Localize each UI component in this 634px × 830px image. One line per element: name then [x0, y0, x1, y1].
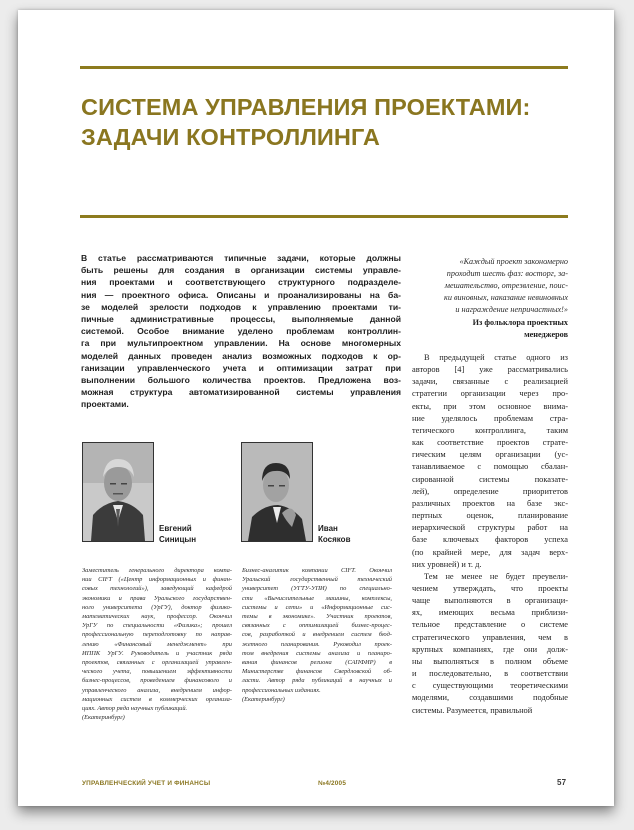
author-first-name: Евгений	[159, 524, 192, 533]
epigraph-source	[412, 317, 568, 342]
body-line: тегического контроллинга, таким	[412, 425, 568, 435]
body-line: пертных оценок, планирование	[412, 511, 568, 521]
bio-line: профессиональных изданиях.	[242, 686, 321, 694]
bio-line: (Екатеринбург)	[242, 695, 285, 703]
top-rule	[80, 66, 568, 69]
body-line: ны выполняться в полном объеме	[412, 656, 568, 666]
abstract-line: выполнении большого количества проектов. Предложена воз-	[81, 375, 401, 386]
title-line: ЗАДАЧИ КОНТРОЛЛИНГА	[81, 124, 380, 150]
bio-line: нии CIFT («Центр информационных и финан-	[82, 576, 232, 584]
abstract	[81, 252, 401, 411]
body-line: тельное представление о системе	[412, 620, 568, 630]
body-line: гическим целям организации (ус-	[412, 450, 568, 460]
bio-line: ного университета (УрГУ), доктор физико-	[82, 603, 232, 611]
body-line: крупных компаниях, где они долж-	[412, 644, 568, 654]
bio-line: Заместитель генерального директора компа-	[82, 567, 232, 574]
bio-line: лению «Финансовый менеджмент» при	[82, 640, 232, 648]
bio-line: сти «Вычислительные машины, комплексы,	[242, 594, 392, 602]
footer-issue: №4/2005	[318, 780, 347, 787]
epigraph-line: мешательство, отрезвление, поис-	[444, 281, 568, 291]
body-line: как соответствие проектов страте-	[412, 438, 568, 448]
author-last-name: Косяков	[318, 534, 351, 544]
epigraph-line: и награждение непричастных!»	[455, 305, 568, 315]
bio-line: системы и сети» и «Информационные сис-	[242, 603, 392, 611]
abstract-line: В статье рассматриваются типичные задачи, которые должны	[81, 253, 401, 263]
abstract-line: зе моделей зрелости подходов к управлению проектами ти-	[81, 301, 401, 312]
epigraph-line: «Каждый проект закономерно	[459, 257, 568, 266]
article-title	[81, 92, 571, 152]
author-photo-sinitsyn	[82, 442, 154, 542]
body-line: с существующими теоретическими	[412, 681, 568, 691]
bio-line: том внедрения системы анализа и планиро-	[242, 649, 392, 657]
magazine-page	[18, 10, 614, 806]
bio-line: профессиональную переподготовку по направ-	[82, 631, 232, 639]
bio-line: Бизнес-аналитик компании CIFT. Окончил	[242, 567, 392, 574]
body-line: и последовательно, в соответствии	[412, 669, 568, 679]
bio-line: связанных с оптимизацией бизнес-процес-	[242, 622, 392, 630]
bio-line: (Екатеринбург)	[82, 714, 125, 722]
abstract-line: быть решены для создания в организации системы управле-	[81, 265, 401, 276]
abstract-line: моделей данных проведен анализ возможных подходов к ор-	[81, 350, 401, 361]
body-line: ях, имеющих весьма приблизи-	[412, 608, 568, 618]
bio-line: сов, разработкой и внедрением систем бюд-	[242, 631, 392, 639]
body-line: задачи, связанные с реализацией	[412, 377, 568, 387]
body-line: ние уделялось проблемам стра-	[412, 413, 568, 423]
bio-line: ИППК УрГУ. Руководитель и участник ряда	[82, 649, 232, 657]
body-line: стратегии организации через про-	[412, 389, 568, 399]
bio-line: УрГУ по специальности «Физика»; прошел	[82, 622, 232, 630]
epigraph-source-line: менеджеров	[524, 330, 568, 340]
abstract-line: проектами.	[81, 399, 129, 410]
body-line: стратегического управления, чем в	[412, 632, 568, 642]
bio-line: проектов, связанных с организацией управлен-	[82, 659, 232, 667]
author-bio-kosyakov	[242, 566, 392, 704]
body-line: системы. Разумеется, правильной	[412, 705, 533, 715]
abstract-line: системой. Особое внимание уделено проблемам контроллин-	[81, 326, 401, 337]
body-line: лей), определение приоритетов	[412, 486, 568, 496]
footer-journal-name: УПРАВЛЕНЧЕСКИЙ УЧЕТ И ФИНАНСЫ	[82, 780, 211, 787]
title-bottom-rule	[80, 215, 568, 218]
bio-line: ческого учета, повышением эффективности	[82, 668, 232, 676]
bio-line: управленческого анализа, внедрением инфор-	[82, 686, 232, 694]
author-name-kosyakov	[318, 524, 350, 545]
abstract-line: пичные административные процессы, выполняемые данной	[81, 314, 401, 325]
author-photo-kosyakov	[241, 442, 313, 542]
body-line: иерархической структуры работ на	[412, 523, 568, 533]
body-line: них уровней) и т. д.	[412, 559, 482, 569]
bio-line: темы в экономике». Участник проектов,	[242, 613, 392, 621]
abstract-line: га при мультипроектном управлении. На основе многомерных	[81, 338, 401, 349]
article-body	[412, 352, 568, 717]
bio-line: Уральский государственный технический	[242, 576, 392, 584]
epigraph-source-line: Из фольклора проектных	[472, 318, 568, 327]
bio-line: вания финансов региона (САПФИР) в	[242, 659, 392, 667]
bio-line: Министерстве финансов Свердловской об-	[242, 668, 392, 676]
abstract-line: можная структура автоматизированной системы управления	[81, 387, 401, 398]
author-last-name: Синицын	[159, 534, 197, 544]
page-number: 57	[557, 778, 567, 787]
abstract-line: ганизации управленческого учета и оптимизации затрат при	[81, 362, 401, 373]
author-first-name: Иван	[318, 524, 338, 533]
abstract-line: ния проектами и соответствующего структурного подразделе-	[81, 277, 401, 288]
abstract-line: ния — проектного офиса. Описаны и проанализированы на ба-	[81, 289, 401, 300]
epigraph-line: ки виновных, наказание невиновных	[444, 293, 568, 303]
body-line: чением утверждать, что проекты	[412, 583, 568, 593]
bio-line: совых технологий»), заведующий кафедрой	[82, 585, 232, 593]
body-line: екты, при этом основное внима-	[412, 401, 568, 411]
bio-line: циях. Автор ряда научных публикаций.	[82, 705, 188, 713]
epigraph-line: проходит шесть фаз: восторг, за-	[446, 269, 568, 279]
bio-line: бизнес-процессов, проведением финансового и	[82, 677, 232, 685]
body-line: базе ключевых факторов успеха	[412, 535, 568, 545]
body-line: моделями, создавшими подобные	[412, 693, 568, 703]
body-line: танавливаемое с помощью сбалан-	[412, 462, 568, 472]
body-line: авторов [4] уже рассматривались	[412, 365, 568, 375]
bio-line: экономики и права Уральского государствен-	[82, 594, 232, 602]
epigraph	[412, 256, 568, 316]
bio-line: ласти. Автор ряда публикаций в научных и	[242, 677, 392, 685]
body-line: чаще выполняются в организаци-	[412, 596, 568, 606]
author-bio-sinitsyn	[82, 566, 232, 722]
title-line: СИСТЕМА УПРАВЛЕНИЯ ПРОЕКТАМИ:	[81, 94, 531, 120]
bio-line: жетного планирования. Руководил проек-	[242, 640, 392, 648]
body-line: (по крайней мере, для задач верх-	[412, 547, 568, 557]
body-line: Тем не менее не будет преувели-	[424, 571, 568, 581]
body-line: В предыдущей статье одного из	[424, 353, 568, 362]
bio-line: мационных систем в коммерческих организа-	[82, 695, 232, 703]
author-name-sinitsyn	[159, 524, 196, 545]
bio-line: математических наук, профессор. Окончил	[82, 613, 232, 621]
bio-line: университет (УГТУ-УПИ) по специально-	[242, 585, 392, 593]
body-line: различных проектов на базе экс-	[412, 498, 568, 508]
body-line: сированной системы показате-	[412, 474, 568, 484]
